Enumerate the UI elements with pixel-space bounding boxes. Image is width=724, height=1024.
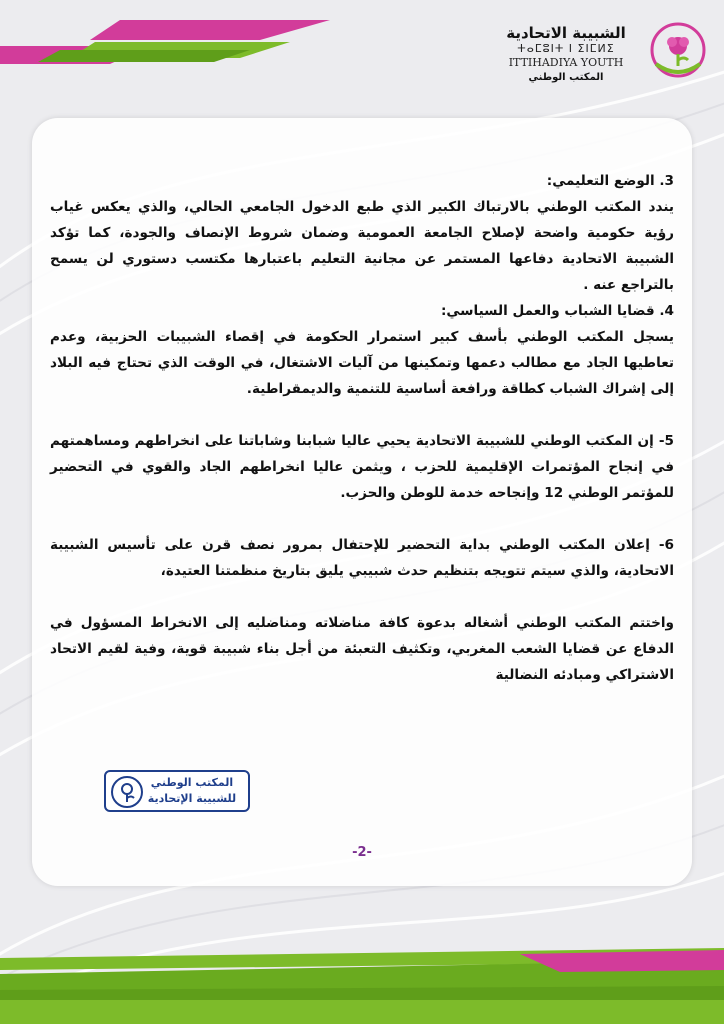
footer-stripes bbox=[0, 930, 724, 1024]
section-heading-education: 3. الوضع التعليمي: bbox=[546, 173, 674, 189]
spacer bbox=[50, 506, 674, 532]
org-name-latin: ITTIHADIYA YOUTH bbox=[508, 56, 624, 69]
paragraph-education: يندد المكتب الوطني بالارتباك الكبير الذي طبع الدخول الجامعي الحالي، والذي يعكس غياب رؤية حكومية واضحة لإصلاح الجامعة العمومية وضمان شروط الإنصاف والجودة، كما تؤكد الشبيبة الاتحادية دفاعها المستمر عن مجانية التعليم باعتبارها مكتسب دستوري لن يسمح بالتراجع عنه . bbox=[50, 199, 674, 293]
org-name-arabic: الشبيبة الاتحادية bbox=[506, 24, 626, 42]
stamp-line-2: للشبيبة الإتحادية bbox=[147, 792, 237, 805]
spacer bbox=[50, 402, 674, 428]
office-label: المكتب الوطني bbox=[528, 72, 604, 83]
stamp-line-1: المكتب الوطني bbox=[150, 776, 234, 789]
document-body bbox=[50, 168, 674, 688]
spacer bbox=[50, 584, 674, 610]
paragraph-point-6: 6- إعلان المكتب الوطني بداية التحضير للإحتفال بمرور نصف قرن على تأسيس الشبيبة الاتحادية، والذي سيتم تتويجه بتنظيم حدث شبيبي يليق بتاريخ منظمتنا العتيدة، bbox=[50, 537, 674, 579]
national-office-stamp bbox=[104, 770, 250, 812]
rose-stamp-icon bbox=[110, 775, 144, 809]
page-number: -2- bbox=[352, 845, 372, 860]
org-name-tifinagh: ⵜⴰⵎⵓⵏⵜ ⵏ ⵉⵏⵎⵍⵉ bbox=[517, 42, 615, 55]
paragraph-closing: واختتم المكتب الوطني أشغاله بدعوة كافة مناضلاته ومناضليه إلى الانخراط المسؤول في الدفاع عن قضايا الشعب المغربي، وتكثيف التعبئة من أجل بناء شبيبة قوية، وفية لقيم الاتحاد الاشتراكي ومبادئه النضالية bbox=[50, 615, 674, 683]
paragraph-youth-politics: يسجل المكتب الوطني بأسف كبير استمرار الحكومة في إقصاء الشبيبات الحزبية، وعدم تعاطيها الجاد مع مطالب دعمها وتمكينها من آليات الاشتغال، في الوقت الذي تحتاج فيه البلاد إلى إشراك الشباب كطاقة ورافعة أساسية للتنمية والديمقراطية. bbox=[50, 329, 674, 397]
section-heading-youth-politics: 4. قضايا الشباب والعمل السياسي: bbox=[440, 303, 674, 319]
org-logo-block bbox=[480, 18, 710, 98]
paragraph-point-5: 5- إن المكتب الوطني للشبيبة الاتحادية يحيي عاليا شبابنا وشاباتنا على انخراطهم ومساهمتهم في إنجاح المؤتمرات الإقليمية للحزب ، ويثمن عاليا انخراطهم الجاد والقوي في التحضير للمؤتمر الوطني 12 وإنجاحه خدمة للوطن والحزب. bbox=[50, 433, 674, 501]
rose-emblem-icon bbox=[648, 20, 708, 80]
